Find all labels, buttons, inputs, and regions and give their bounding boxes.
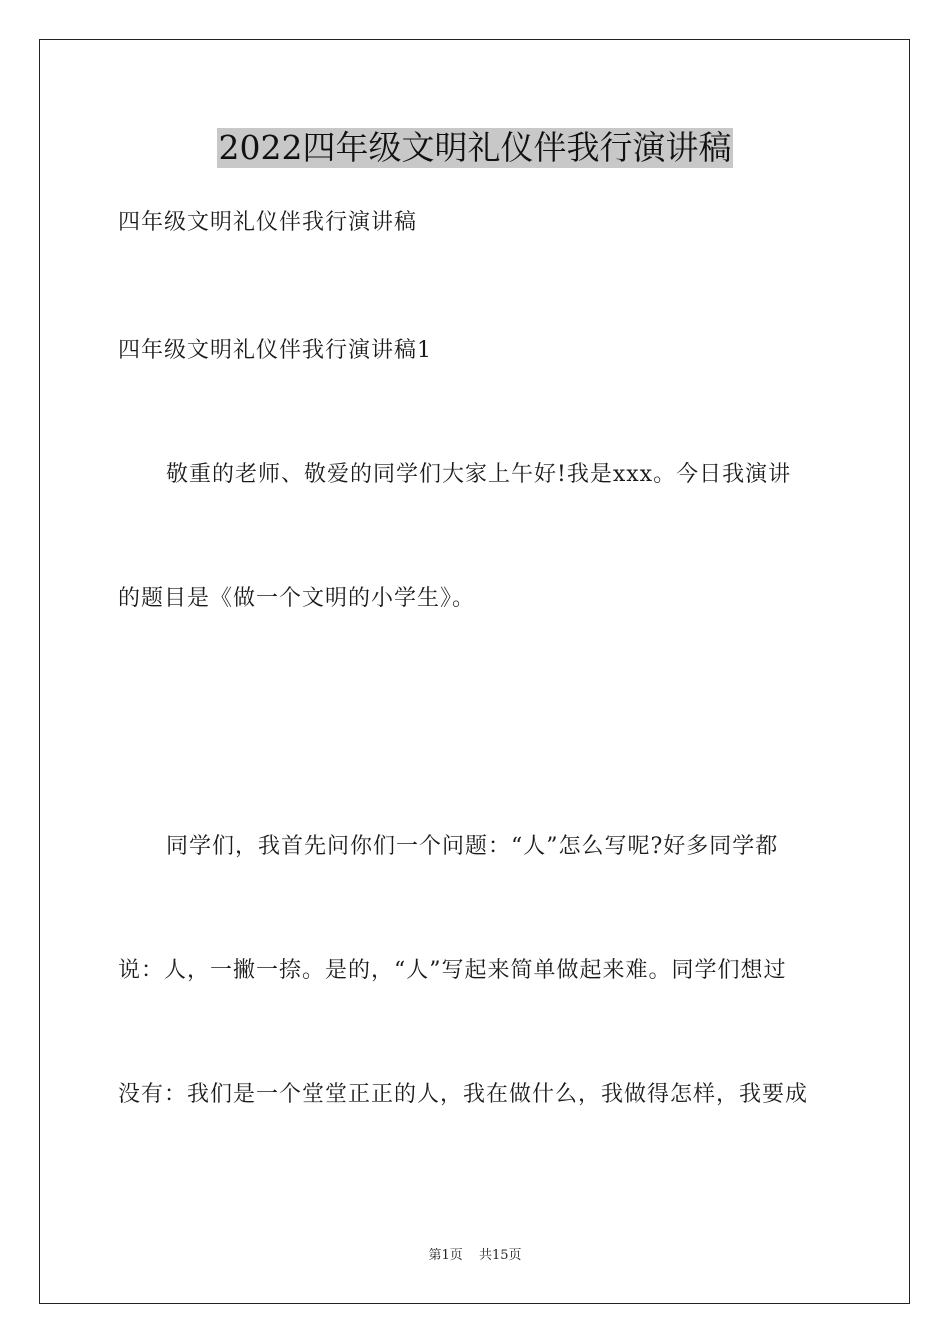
document-title: 2022四年级文明礼仪伴我行演讲稿	[218, 128, 732, 167]
title-container	[0, 128, 950, 168]
body-line-paragraph-2-continued: 没有：我们是一个堂堂正正的人，我在做什么，我做得怎样，我要成	[118, 1082, 809, 1107]
body-line-paragraph-2-start: 同学们，我首先问你们一个问题：“人”怎么写呢?好多同学都	[166, 834, 779, 859]
page-number-current: 第1页	[428, 1248, 463, 1263]
body-line-paragraph-1-start: 敬重的老师、敬爱的同学们大家上午好!我是xxx。今日我演讲	[166, 462, 792, 487]
body-line-section-heading: 四年级文明礼仪伴我行演讲稿1	[118, 338, 432, 363]
page-number-total: 共15页	[478, 1248, 522, 1263]
body-line-paragraph-2-middle: 说：人，一撇一捺。是的，“人”写起来简单做起来难。同学们想过	[118, 958, 787, 983]
body-line-subtitle: 四年级文明礼仪伴我行演讲稿	[118, 210, 418, 235]
page-footer	[0, 1246, 950, 1266]
body-line-paragraph-1-end: 的题目是《做一个文明的小学生》。	[118, 586, 476, 611]
